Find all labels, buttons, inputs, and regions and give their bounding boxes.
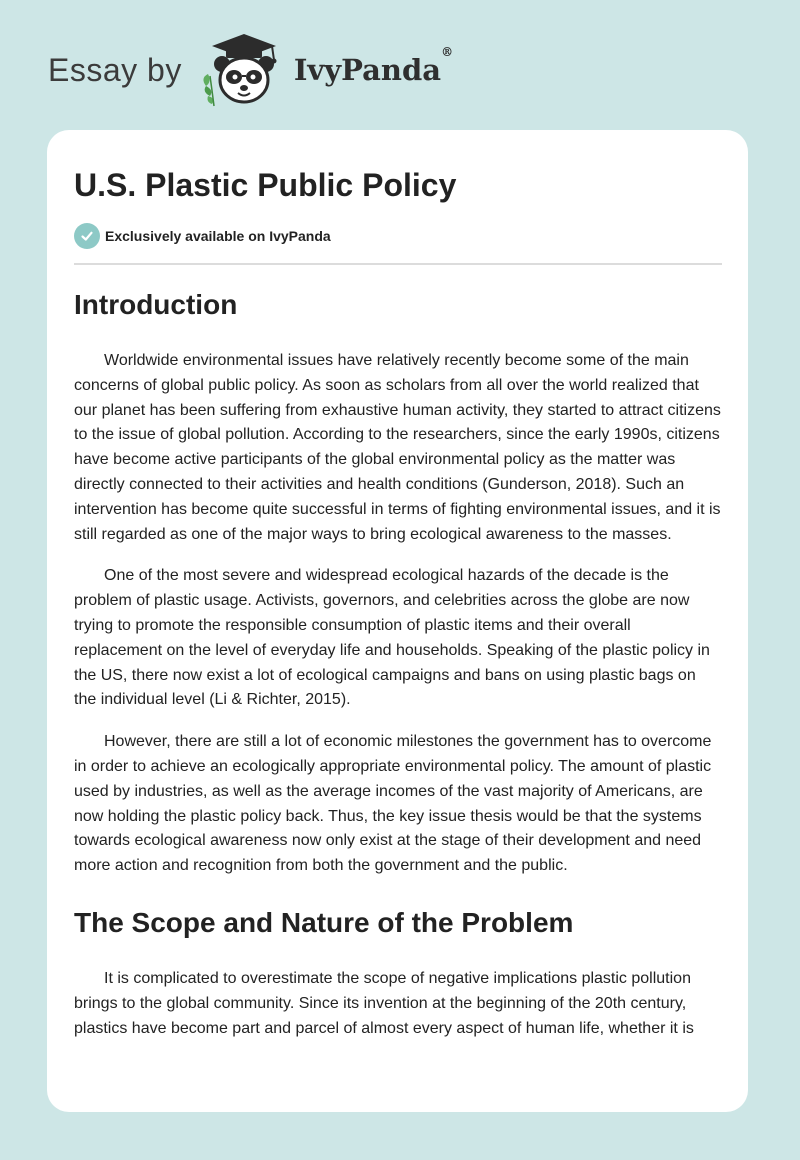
paragraph: However, there are still a lot of economic milestones the government has to overcome in order to achieve an ecologically appropriate environmental policy. The amount of plastic used by industries, as well as the average incomes of the vast majority of Americans, are now holding the plastic policy back. Thus, the key issue thesis would be that the systems towards ecological awareness now only exist at the stage of their development and need more action and recognition from both the government and the public. — [74, 733, 712, 875]
title-divider — [74, 263, 722, 265]
paragraph: Worldwide environmental issues have relatively recently become some of the main concerns of global public policy. As soon as scholars from all over the world realized that our planet has been suffering from exhaustive human activity, they started to attract citizens to the issue of global pollution. According to the researchers, since the early 1990s, citizens have become active participants of the global environmental policy as the matter was directly connected to their activities and health conditions (Gunderson, 2018). Such an intervention has become quite successful in terms of fighting environmental issues, and it is still regarded as one of the major ways to bring ecological awareness to the masses. — [74, 352, 721, 543]
registered-mark: ® — [441, 44, 454, 59]
paragraph: It is complicated to overestimate the scope of negative implications plastic pollution brings to the global community. Since its invention at the beginning of the 20th century, plastics have become part and parcel of almost every aspect of human life, whether it is — [74, 969, 694, 1037]
section-heading-introduction: Introduction — [74, 289, 238, 320]
exclusive-label: Exclusively available on IvyPanda — [105, 228, 331, 244]
ivypanda-logo-icon — [196, 30, 292, 110]
section-heading-scope: The Scope and Nature of the Problem — [74, 906, 574, 938]
exclusive-badge — [74, 223, 722, 249]
brand-name: IvyPanda® — [293, 44, 454, 87]
brand-prefix: Essay by — [48, 52, 182, 88]
essay-title: U.S. Plastic Public Policy — [74, 167, 457, 203]
check-icon — [74, 223, 100, 249]
brand-header — [48, 30, 453, 110]
essay-card — [47, 130, 748, 1112]
paragraph: One of the most severe and widespread ecological hazards of the decade is the problem of plastic usage. Activists, governors, and celebrities across the globe are now trying to promote the responsible consumption of plastic items and their overall replacement on the level of everyday life and households. Speaking of the plastic policy in the US, there now exist a lot of ecological campaigns and bans on using plastic bags on the individual level (Li & Richter, 2015). — [74, 567, 710, 709]
